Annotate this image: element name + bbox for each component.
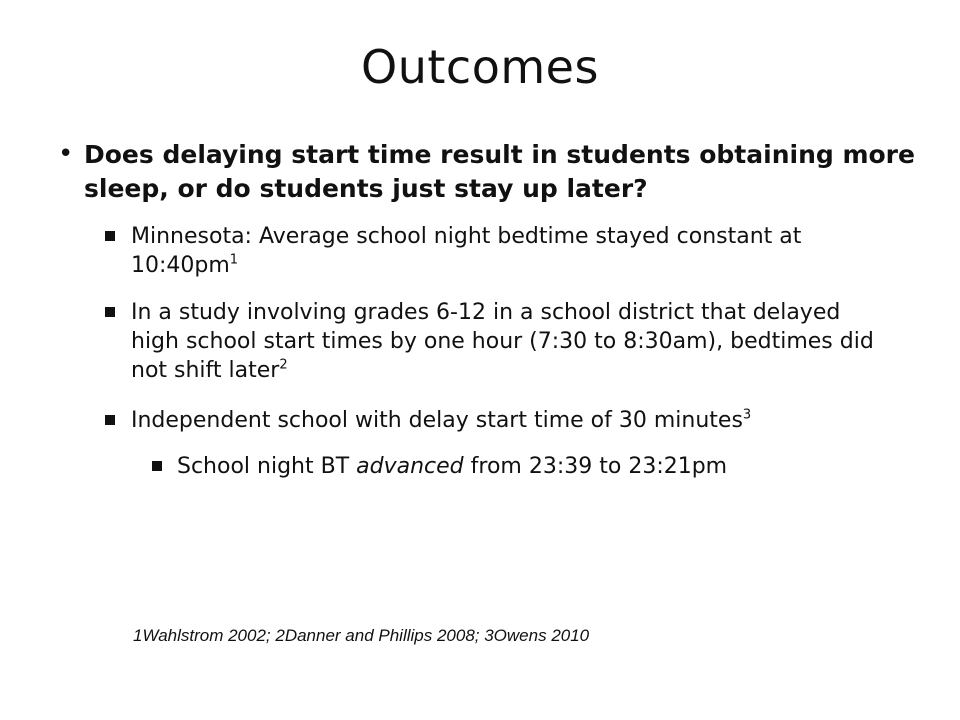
- bullet-dot-icon: •: [58, 139, 74, 169]
- square-bullet-icon: [152, 461, 162, 471]
- point-text: In a study involving grades 6-12 in a school district that delayed high school start times by one hour (7:30 to 8:30am), bedtimes did not shift later: [131, 300, 874, 383]
- subpoint-prefix: School night BT: [177, 454, 350, 479]
- square-bullet-icon: [105, 307, 115, 317]
- slide-title: Outcomes: [361, 40, 599, 94]
- point-text: Independent school with delay start time of 30 minutes: [131, 408, 743, 433]
- bullet-point-study: [105, 298, 895, 385]
- point-text: Minnesota: Average school night bedtime stayed constant at 10:40pm: [131, 224, 802, 278]
- square-bullet-icon: [105, 231, 115, 241]
- bullet-point-independent-school: [105, 406, 895, 435]
- references-footnote: 1Wahlstrom 2002; 2Danner and Phillips 2008; 3Owens 2010: [133, 626, 590, 645]
- sub-bullet-bedtime: [152, 452, 872, 481]
- citation-ref: 2: [279, 357, 288, 373]
- subpoint-emphasis: advanced: [356, 454, 464, 479]
- bullet-question: [58, 138, 918, 206]
- subpoint-suffix: from 23:39 to 23:21pm: [470, 454, 728, 479]
- citation-ref: 3: [742, 407, 752, 423]
- square-bullet-icon: [105, 415, 115, 425]
- question-text: Does delaying start time result in students obtaining more sleep, or do students just stay up later?: [84, 140, 915, 203]
- bullet-point-minnesota: [105, 222, 895, 280]
- citation-ref: 1: [229, 252, 239, 268]
